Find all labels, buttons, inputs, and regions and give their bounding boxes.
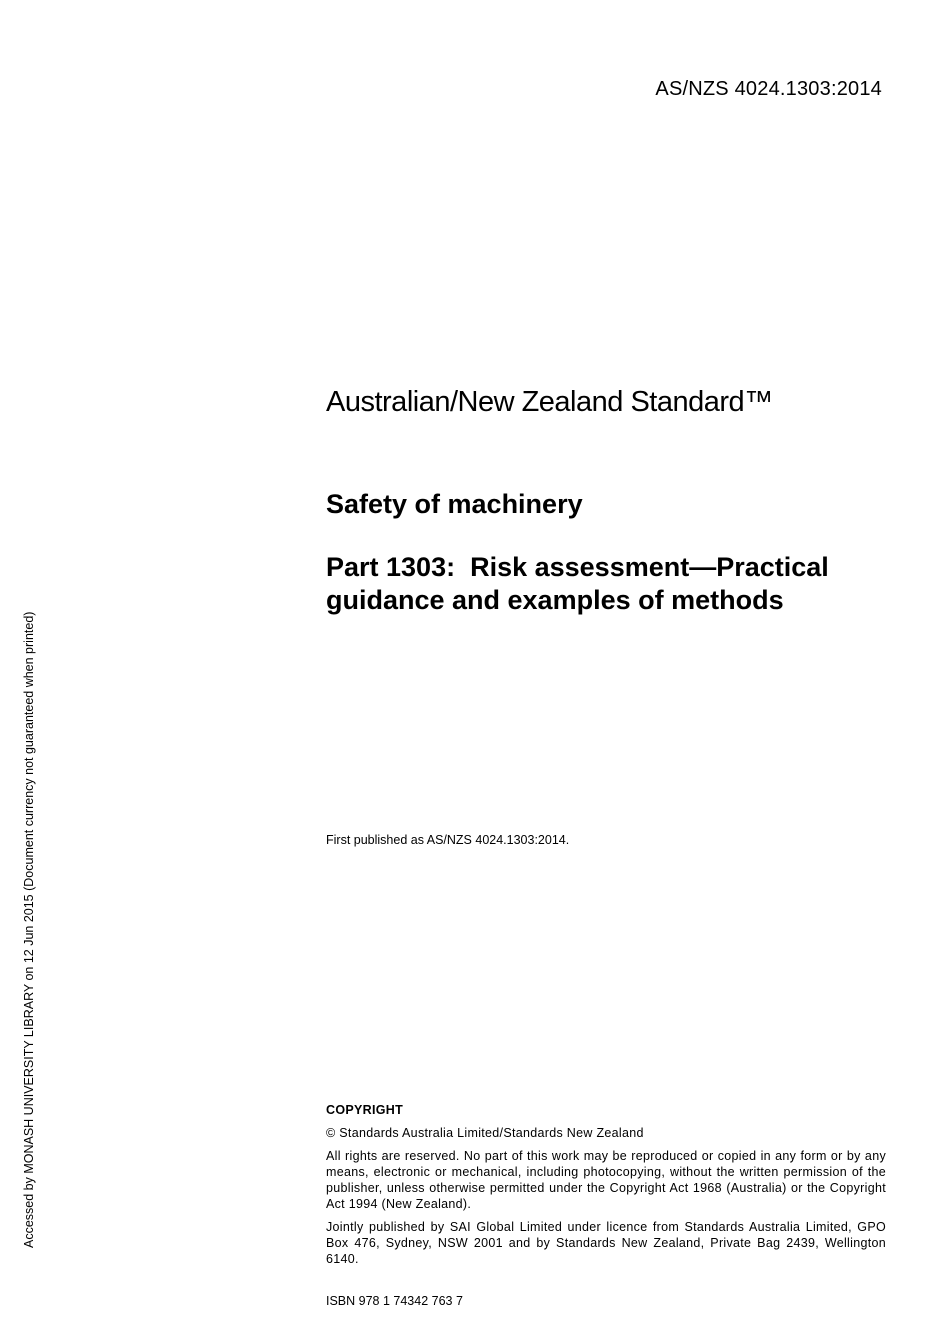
subtitle-line-2: guidance and examples of methods xyxy=(326,585,784,615)
first-published-note: First published as AS/NZS 4024.1303:2014. xyxy=(326,833,570,847)
copyright-heading: COPYRIGHT xyxy=(326,1103,404,1117)
access-note: Accessed by MONASH UNIVERSITY LIBRARY on 12 Jun 2015 (Document currency not guaranteed when printed) xyxy=(22,611,36,1248)
copyright-rights: All rights are reserved. No part of this work may be reproduced or copied in any form or by any means, electronic or mechanical, including photocopying, without the written permission of the publisher, unless otherwise permitted under the Copyright Act 1968 (Australia) or the Copyright Act 1994 (New Zealand). xyxy=(326,1149,886,1211)
isbn: ISBN 978 1 74342 763 7 xyxy=(326,1294,463,1308)
copyright-block xyxy=(326,1102,886,1274)
document-title: Safety of machinery xyxy=(326,489,583,519)
copyright-publisher: Jointly published by SAI Global Limited under licence from Standards Australia Limited, GPO Box 476, Sydney, NSW 2001 and by Standards New Zealand, Private Bag 2439, Wellington 6140. xyxy=(326,1220,886,1266)
standard-heading: Australian/New Zealand Standard™ xyxy=(326,386,773,418)
document-subtitle xyxy=(326,551,886,617)
copyright-owner: © Standards Australia Limited/Standards New Zealand xyxy=(326,1126,644,1140)
standard-number: AS/NZS 4024.1303:2014 xyxy=(655,78,882,100)
subtitle-line-1: Part 1303: Risk assessment—Practical xyxy=(326,552,829,582)
